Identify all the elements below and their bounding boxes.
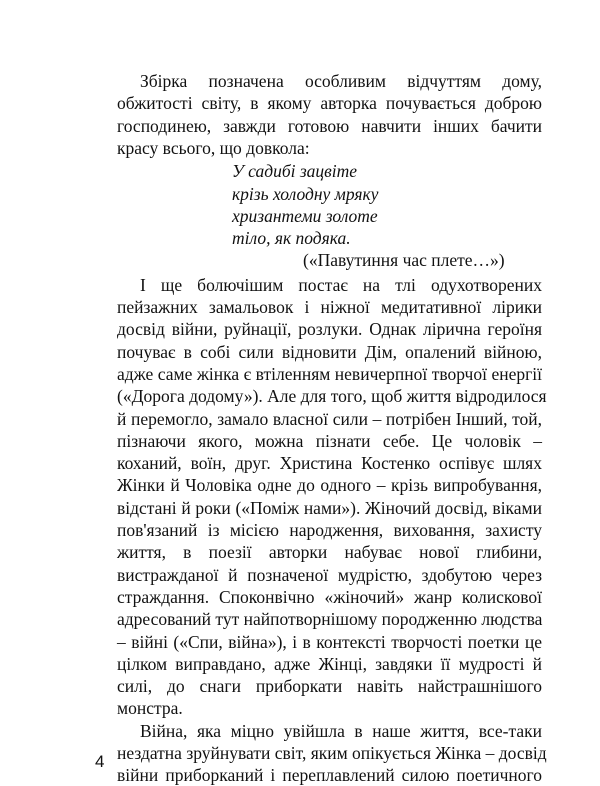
paragraph3-line: Війна, яка міцно увійшла в наше життя, все-таки [140, 720, 542, 741]
paragraph2-line: адресований тут найпотворнішому породженню людства [117, 609, 543, 630]
paragraph1-line: господинею, завжди готовою навчити інших бачити [117, 115, 542, 136]
paragraph2-line: – війні («Спи, війна»), і в контексті творчості поетки це [117, 631, 542, 652]
paragraph2-line: страждання. Споконвічно «жіночий» жанр колискової [117, 586, 542, 607]
paragraph2-line: Жінки й Чоловіка одне до одного – крізь випробування, [117, 475, 542, 496]
paragraph2-line: («Дорога додому»). Але для того, щоб життя відродилося [117, 386, 547, 407]
paragraph3-line: нездатна зруйнувати світ, яким опікується Жінка – досвід [117, 743, 547, 763]
paragraph2-line: почуває в собі сили відновити Дім, опалений війною, [117, 341, 542, 362]
poem-source: («Павутиння час плете…») [303, 250, 505, 271]
paragraph2-line: пізнаючи якого, можна пізнати себе. Це чоловік – [117, 430, 542, 451]
poem-line: крізь холодну мряку [232, 183, 379, 204]
paragraph2-line: відстані й роки («Поміж нами»). Жіночий досвід, віками [117, 497, 542, 518]
paragraph2-line: силі, до снаги приборкати навіть найстрашнішого [117, 676, 542, 697]
paragraph2-line: І ще болючішим постає на тлі одухотворених [140, 274, 542, 295]
paragraph1-line: Збірка позначена особливим відчуттям дому, [140, 71, 542, 91]
paragraph2-line: вистражданої й позначеної мудрістю, здобутою через [117, 564, 542, 585]
paragraph1-line: обжитості світу, в якому авторка почувається доброю [117, 93, 542, 114]
paragraph2-line: й перемогло, замало власної сили – потрібен Інший, той, [117, 408, 542, 429]
paragraph2-line: цілком виправдано, адже Жінці, завдяки її мудрості й [117, 653, 542, 674]
paragraph3-line: війни приборканий і переплавлений силою поетичного [117, 765, 542, 786]
paragraph2-line: досвід війни, руйнації, розлуки. Однак лірична героїня [117, 319, 542, 340]
paragraph2-line: пов'язаний із місією народження, виховання, захисту [117, 520, 542, 540]
poem-line: тіло, як подяка. [232, 228, 351, 249]
paragraph2-line: пейзажних замальовок і ніжної медитативної лірики [117, 297, 542, 317]
poem-line: У садибі зацвіте [232, 161, 358, 182]
paragraph2-line: життя, в поезії авторки набуває нової глибини, [117, 542, 542, 563]
poem-line: хризантеми золоте [232, 205, 378, 226]
paragraph2-line: коханий, воїн, друг. Христина Костенко оспівує шлях [117, 453, 542, 474]
paragraph2-line: адже саме жінка є втіленням невичерпної творчої енергії [117, 363, 542, 384]
page-number: 4 [95, 752, 105, 771]
paragraph1-line: красу всього, що довкола: [117, 137, 310, 158]
paragraph2-line: монстра. [117, 698, 183, 719]
